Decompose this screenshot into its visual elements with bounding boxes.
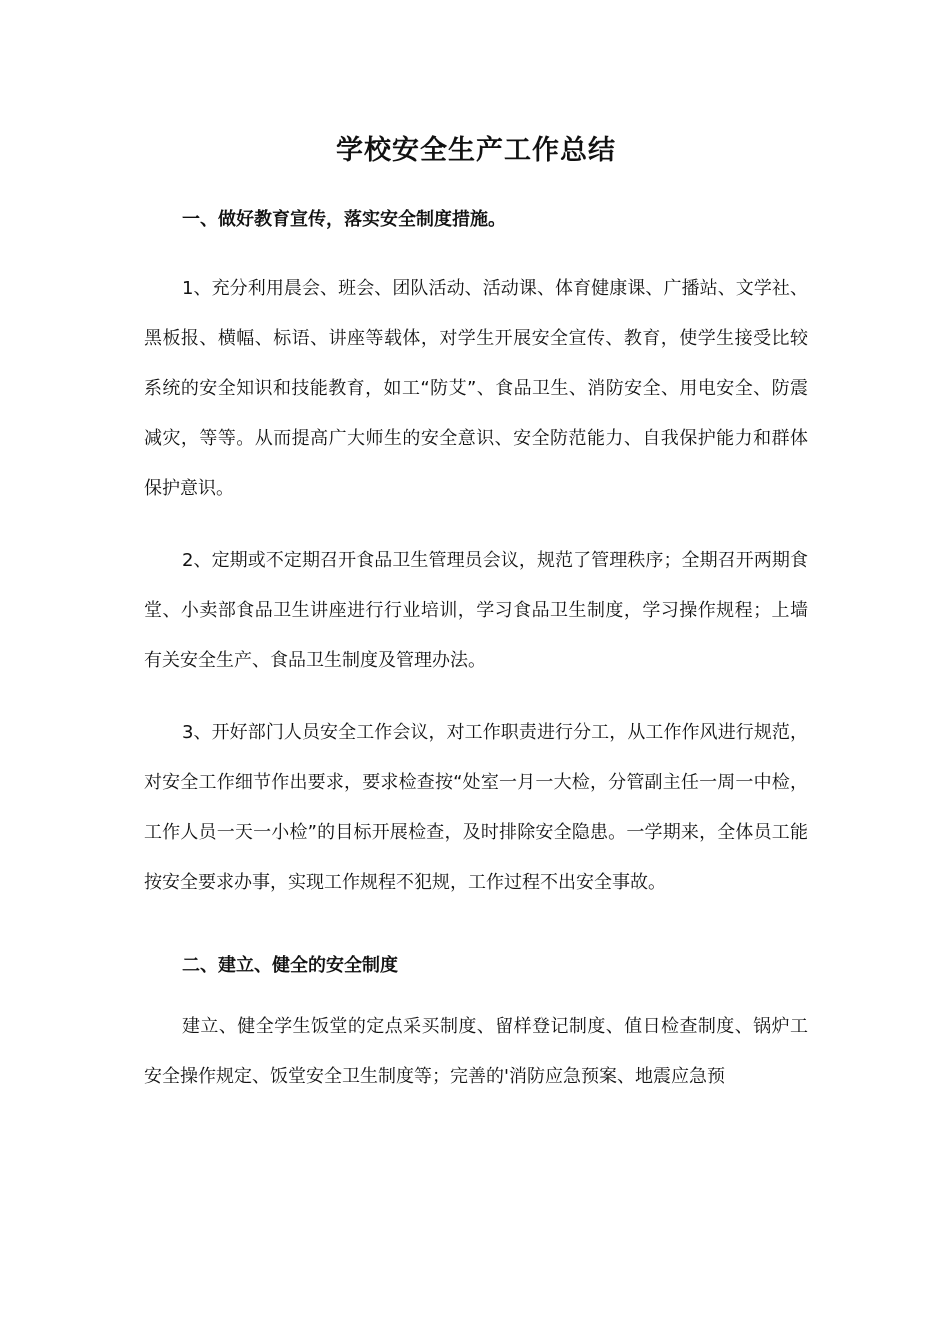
section-1-paragraph-3: 3、开好部门人员安全工作会议，对工作职责进行分工，从工作作风进行规范，对安全工作细节作出要求，要求检查按“处室一月一大检，分管副主任一周一中检，工作人员一天一小检”的目标开展检查，及时排除安全隐患。一学期来，全体员工能按安全要求办事，实现工作规程不犯规，工作过程不出安全事故。 — [144, 722, 808, 893]
section-1-paragraph-2: 2、定期或不定期召开食品卫生管理员会议，规范了管理秩序；全期召开两期食堂、小卖部食品卫生讲座进行行业培训，学习食品卫生制度，学习操作规程；上墙有关安全生产、食品卫生制度及管理办法。 — [144, 550, 808, 671]
section-2-paragraph-1: 建立、健全学生饭堂的定点采买制度、留样登记制度、值日检查制度、锅炉工安全操作规定、饭堂安全卫生制度等；完善的'消防应急预案、地震应急预 — [144, 1016, 808, 1087]
section-1-paragraph-1: 1、充分利用晨会、班会、团队活动、活动课、体育健康课、广播站、文学社、黑板报、横幅、标语、讲座等载体，对学生开展安全宣传、教育，使学生接受比较系统的安全知识和技能教育，如工“防艾”、食品卫生、消防安全、用电安全、防震减灾，等等。从而提高广大师生的安全意识、安全防范能力、自我保护能力和群体保护意识。 — [144, 278, 808, 499]
section-1-heading: 一、做好教育宣传，落实安全制度措施。 — [182, 209, 506, 230]
section-2-heading: 二、建立、健全的安全制度 — [182, 955, 398, 976]
document-title: 学校安全生产工作总结 — [336, 135, 616, 166]
document-page — [144, 128, 808, 1102]
